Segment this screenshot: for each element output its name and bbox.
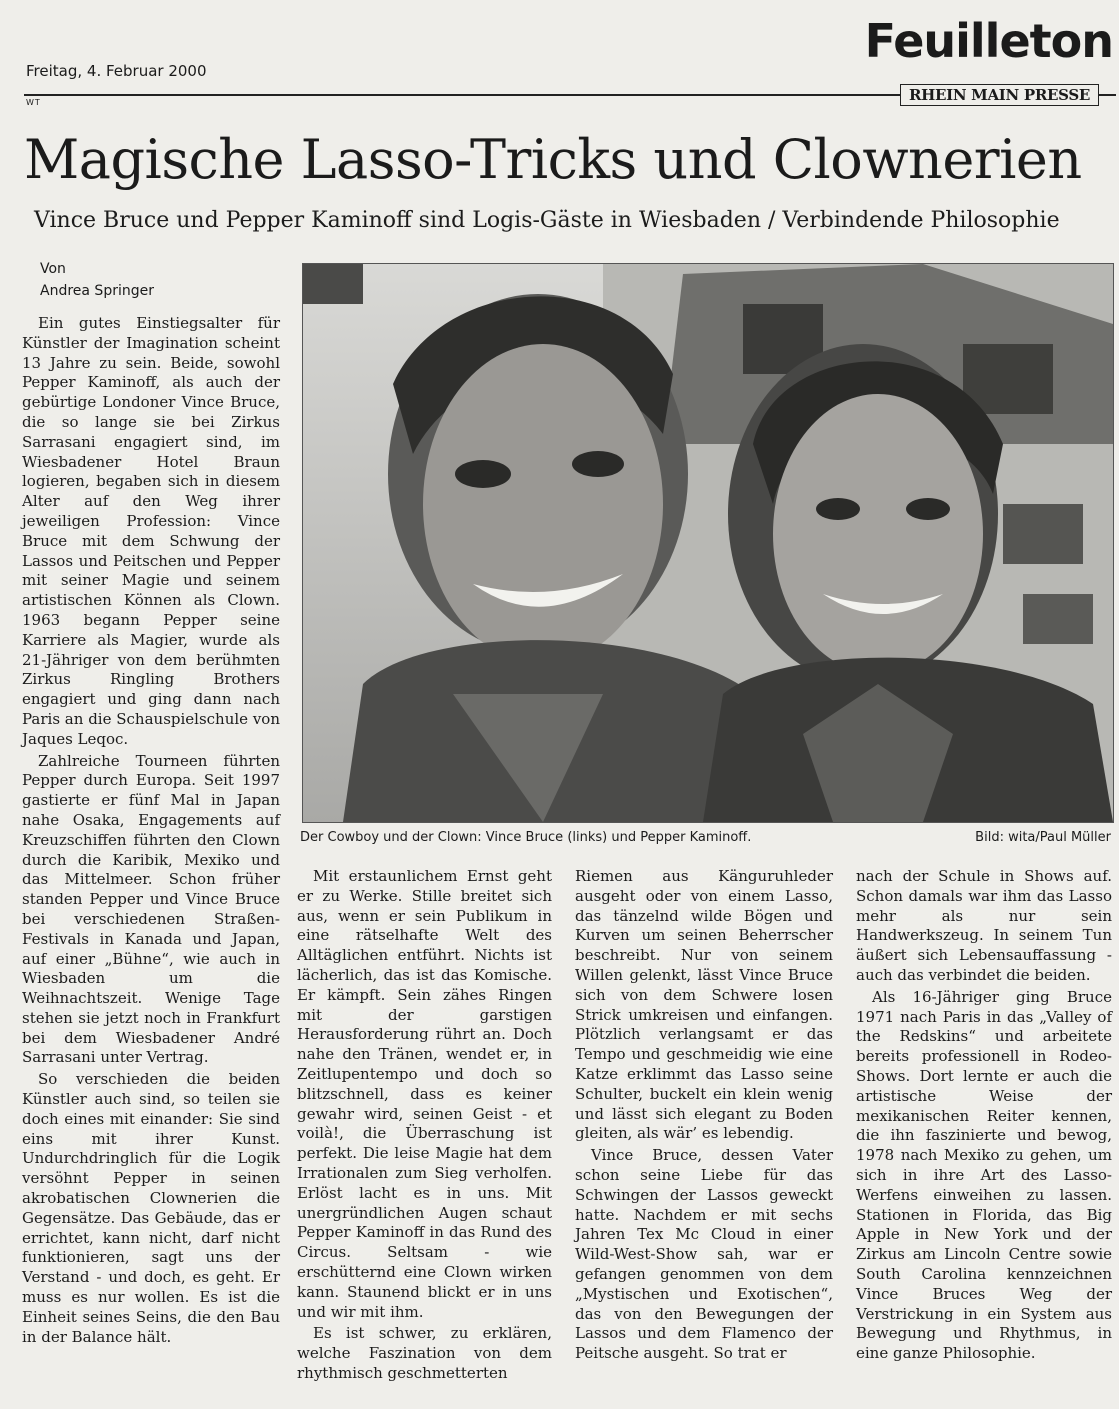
headline: Magische Lasso-Tricks und Clownerien	[24, 128, 1082, 191]
paragraph: Zahlreiche Tourneen führten Pepper durch Europa. Seit 1997 gastierte er fünf Mal in Japan nahe Osaka, Engagements auf Kreuzschiffen führten den Clown durch die Karibik, Mexiko und das Mittelmeer. Schon früher standen Pepper und Vince Bruce bei verschiedenen Straßen-Festivals in Kanada und Japan, auf einer „Bühne“, wie auch in Wiesbaden um die Weihnachtszeit. Wenige Tage stehen sie jetzt noch in Frankfurt bei dem Wiesbadener André Sarrasani unter Vertrag.	[22, 751, 280, 1067]
paragraph: Mit erstaunlichem Ernst geht er zu Werke. Stille breitet sich aus, wenn er sein Publikum in eine rätselhafte Welt des Alltäglichen entführt. Nichts ist lächerlich, das ist das Komische. Er kämpft. Sein zähes Ringen mit der garstigen Herausforderung rührt an. Doch nahe den Tränen, wendet er, in Zeitlupentempo und doch so blitzschnell, dass es keiner gewahr wird, seinen Geist - et voilà!, die Überraschung ist perfekt. Die leise Magie hat dem Irrationalen zum Sieg verholfen. Erlöst lacht es in uns. Mit unergründlichen Augen schaut Pepper Kaminoff in das Rund des Circus. Seltsam - wie erschütternd eine Clown wirken kann. Staunend blickt er in uns und wir mit ihm.	[297, 867, 552, 1321]
paragraph: Ein gutes Einstiegsalter für Künstler der Imagination scheint 13 Jahre zu sein. Beide, sowohl Pepper Kaminoff, als auch der gebürtige Londoner Vince Bruce, die so lange sie bei Zirkus Sarrasani engagiert sind, im Wiesbadener Hotel Braun logieren, begaben sich in diesem Alter auf den Weg ihrer jeweiligen Profession: Vince Bruce mit dem Schwung der Lassos und Peitschen und Pepper mit seiner Magie und seinem artistischen Können als Clown. 1963 begann Pepper seine Karriere als Magier, wurde als 21-Jähriger von dem berühmten Zirkus Ringling Brothers engagiert und ging dann nach Paris an die Schauspielschule von Jaques Leqoc.	[22, 314, 280, 748]
paragraph: So verschieden die beiden Künstler auch sind, so teilen sie doch eines mit einander: Sie sind eins mit ihrer Kunst. Undurchdringlich für die Logik versöhnt Pepper in seinen akrobatischen Clownerien die Gegensätze. Das Gebäude, das er errichtet, kann nicht, darf nicht funktionieren, sagt uns der Verstand - und doch, es geht. Er muss es nur wollen. Es ist die Einheit seines Seins, die den Bau in der Balance hält.	[22, 1070, 280, 1346]
paragraph: nach der Schule in Shows auf. Schon damals war ihm das Lasso mehr als nur sein Handwerkszeug. In seinem Tun äußert sich Lebensauffassung - auch das verbindet die beiden.	[856, 867, 1112, 984]
subheadline: Vince Bruce und Pepper Kaminoff sind Logis-Gäste in Wiesbaden / Verbindende Philosophie	[34, 208, 1060, 233]
article-photo	[302, 263, 1114, 823]
photo-caption: Der Cowboy und der Clown: Vince Bruce (links) und Pepper Kaminoff.	[300, 830, 752, 845]
edition-mark: WT	[26, 98, 41, 107]
article-column-2	[297, 867, 552, 1384]
article-column-3	[575, 867, 833, 1364]
section-title: Feuilleton	[864, 14, 1113, 68]
article-column-1	[22, 314, 280, 1347]
photo-credit: Bild: wita/Paul Müller	[975, 830, 1111, 845]
paragraph: Riemen aus Känguruhleder ausgeht oder von einem Lasso, das tänzelnd wilde Bögen und Kurven um seinen Beherrscher beschreibt. Nur von seinem Willen gelenkt, lässt Vince Bruce sich von dem Schwere losen Strick umkreisen und einfangen. Plötzlich verlangsamt er das Tempo und geschmeidig wie eine Katze erklimmt das Lasso seine Schulter, buckelt ein klein wenig und lässt sich elegant zu Boden gleiten, als wär’ es lebendig.	[575, 867, 833, 1143]
author-name: Andrea Springer	[40, 283, 154, 299]
paragraph: Vince Bruce, dessen Vater schon seine Liebe für das Schwingen der Lassos geweckt hatte. Nachdem er mit sechs Jahren Tex Mc Cloud in einer Wild-West-Show sah, war er gefangen genommen von dem „Mystischen und Exotischen“, das von den Bewegungen der Lassos und dem Flamenco der Peitsche ausgeht. So trat er	[575, 1146, 833, 1363]
photo-illustration	[303, 264, 1113, 822]
newspaper-name: RHEIN MAIN PRESSE	[900, 84, 1099, 106]
paragraph: Es ist schwer, zu erklären, welche Faszination von dem rhythmisch geschmetterten	[297, 1324, 552, 1382]
article-column-4	[856, 867, 1112, 1364]
paragraph: Als 16-Jähriger ging Bruce 1971 nach Paris in das „Valley of the Redskins“ und arbeitete bereits professionell in Rodeo-Shows. Dort lernte er auch die artistische Weise der mexikanischen Reiter kennen, die ihn faszinierte und bewog, 1978 nach Mexiko zu gehen, um sich in ihre Art des Lasso-Werfens einweihen zu lassen. Stationen in Florida, das Big Apple in New York und der Zirkus am Lincoln Centre sowie South Carolina kennzeichnen Vince Bruces Weg der Verstrickung in ein System aus Bewegung und Rhythmus, in eine ganze Philosophie.	[856, 987, 1112, 1363]
byline	[40, 258, 154, 302]
date-line: Freitag, 4. Februar 2000	[26, 62, 207, 80]
byline-prefix: Von	[40, 261, 66, 277]
